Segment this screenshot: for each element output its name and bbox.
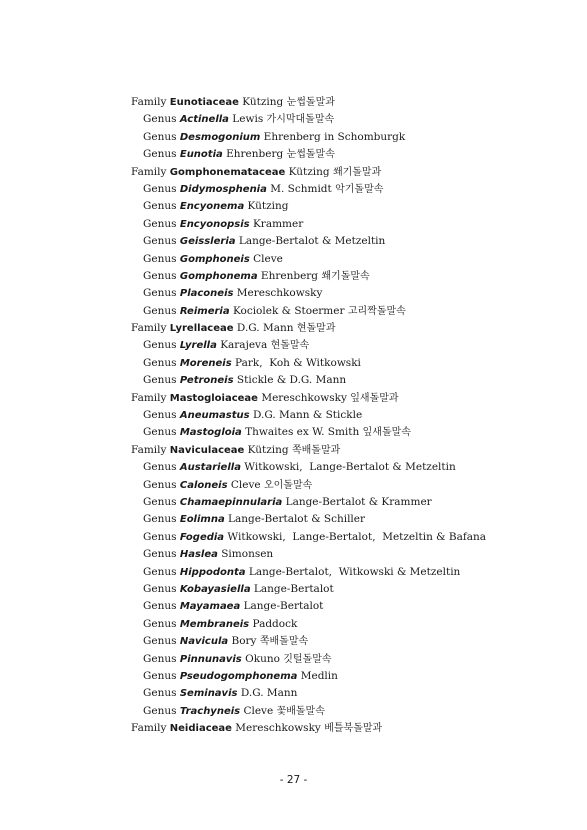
rank-label: Genus <box>143 200 177 213</box>
authority: Lange-Bertalot <box>253 582 334 595</box>
rank-label: Genus <box>143 600 177 613</box>
genus-entry <box>0 581 587 598</box>
korean-name: 꽃배돌말속 <box>276 705 325 717</box>
genus-entry <box>0 424 587 441</box>
korean-name: 악기돌말속 <box>335 183 384 195</box>
rank-label: Genus <box>143 252 177 265</box>
rank-label: Genus <box>143 426 177 439</box>
korean-name: 현돌말과 <box>296 323 336 335</box>
rank-label: Genus <box>143 235 177 248</box>
genus-entry <box>0 546 587 563</box>
genus-name: Eolimna <box>179 514 225 526</box>
korean-name: 쐐기돌말과 <box>332 166 382 178</box>
genus-entry <box>0 685 587 702</box>
taxon-list <box>0 94 587 737</box>
genus-entry <box>0 633 587 650</box>
korean-name: 고리짝돌말속 <box>347 305 406 317</box>
family-entry <box>0 390 587 407</box>
family-name: Neidiaceae <box>169 723 232 735</box>
rank-label: Family <box>131 722 167 735</box>
genus-name: Encyonopsis <box>179 218 250 230</box>
genus-name: Placoneis <box>179 288 234 300</box>
rank-label: Genus <box>143 130 177 143</box>
rank-label: Genus <box>143 113 177 126</box>
korean-name: 잎새돌말속 <box>362 427 411 439</box>
genus-entry <box>0 111 587 128</box>
rank-label: Genus <box>143 461 177 474</box>
genus-entry <box>0 355 587 372</box>
rank-label: Genus <box>143 548 177 561</box>
authority: Lange-Bertalot <box>243 600 324 613</box>
rank-label: Genus <box>143 304 177 317</box>
rank-label: Genus <box>143 478 177 491</box>
genus-name: Geissleria <box>179 236 236 248</box>
authority: Park, Koh & Witkowski <box>235 356 361 369</box>
genus-name: Petroneis <box>179 375 234 387</box>
authority: Stickle & D.G. Mann <box>236 374 347 387</box>
rank-label: Family <box>131 322 167 335</box>
genus-entry <box>0 251 587 268</box>
korean-name: 가시막대돌말속 <box>266 114 335 126</box>
genus-entry <box>0 477 587 494</box>
genus-name: Mayamaea <box>179 601 241 613</box>
genus-name: Seminavis <box>179 688 238 700</box>
genus-entry <box>0 129 587 146</box>
authority: Mereschkowsky <box>261 391 347 404</box>
genus-name: Membraneis <box>179 618 250 630</box>
page-number: - 27 - <box>279 774 308 786</box>
authority: Thwaites ex W. Smith <box>245 426 360 439</box>
korean-name: 쪽배돌말속 <box>259 636 309 648</box>
genus-name: Hippodonta <box>179 566 246 578</box>
genus-entry <box>0 598 587 615</box>
genus-name: Pseudogomphonema <box>179 670 298 682</box>
korean-name: 오이돌말속 <box>263 479 313 491</box>
genus-name: Navicula <box>179 636 229 648</box>
rank-label: Genus <box>143 565 177 578</box>
genus-name: Kobayasiella <box>179 583 251 595</box>
family-entry <box>0 164 587 181</box>
genus-entry <box>0 616 587 633</box>
genus-name: Gomphonema <box>179 270 258 282</box>
genus-name: Mastogloia <box>179 427 242 439</box>
rank-label: Genus <box>143 582 177 595</box>
authority: Witkowski, Lange-Bertalot & Metzeltin <box>244 461 456 474</box>
genus-entry <box>0 459 587 476</box>
family-entry <box>0 720 587 737</box>
genus-name: Caloneis <box>179 479 228 491</box>
authority: Kützing <box>242 96 284 108</box>
rank-label: Family <box>131 443 167 456</box>
rank-label: Genus <box>143 687 177 700</box>
authority: Lange-Bertalot & Krammer <box>285 495 432 508</box>
rank-label: Genus <box>143 495 177 508</box>
authority: D.G. Mann <box>236 322 294 335</box>
genus-name: Trachyneis <box>179 705 241 717</box>
genus-entry <box>0 181 587 198</box>
rank-label: Family <box>131 391 167 404</box>
rank-label: Genus <box>143 652 177 665</box>
genus-name: Pinnunavis <box>179 653 242 665</box>
genus-name: Actinella <box>179 114 229 126</box>
korean-name: 쪽배돌말과 <box>291 444 341 456</box>
authority: Simonsen <box>221 548 274 561</box>
rank-label: Genus <box>143 669 177 682</box>
family-name: Gomphonemataceae <box>169 166 286 178</box>
authority: Medlin <box>300 669 338 682</box>
genus-name: Chamaepinnularia <box>179 496 283 508</box>
genus-entry <box>0 529 587 546</box>
rank-label: Genus <box>143 356 177 369</box>
rank-label: Genus <box>143 530 177 543</box>
genus-name: Didymosphenia <box>179 183 267 195</box>
genus-entry <box>0 198 587 215</box>
rank-label: Genus <box>143 704 177 717</box>
authority: Ehrenberg <box>226 148 284 161</box>
family-entry <box>0 442 587 459</box>
authority: Kützing <box>288 165 330 178</box>
family-name: Lyrellaceae <box>169 323 234 335</box>
genus-entry <box>0 146 587 163</box>
korean-name: 베틀북돌말과 <box>324 723 383 735</box>
genus-entry <box>0 703 587 720</box>
family-entry <box>0 94 587 111</box>
authority: Cleve <box>243 704 274 717</box>
rank-label: Genus <box>143 339 177 352</box>
genus-entry <box>0 564 587 581</box>
authority: Bory <box>231 635 257 648</box>
genus-entry <box>0 651 587 668</box>
rank-label: Genus <box>143 617 177 630</box>
genus-entry <box>0 668 587 685</box>
authority: Lange-Bertalot & Metzeltin <box>238 235 386 248</box>
authority: D.G. Mann <box>240 687 298 700</box>
rank-label: Genus <box>143 269 177 282</box>
rank-label: Genus <box>143 217 177 230</box>
rank-label: Genus <box>143 635 177 648</box>
authority: Witkowski, Lange-Bertalot, Metzeltin & Bafana <box>227 530 486 543</box>
genus-entry <box>0 494 587 511</box>
authority: Mereschkowsky <box>236 287 323 300</box>
korean-name: 잎새돌말과 <box>350 392 399 404</box>
genus-name: Gomphoneis <box>179 253 250 265</box>
genus-name: Reimeria <box>179 305 230 317</box>
korean-name: 눈썹돌말과 <box>286 97 335 108</box>
genus-entry <box>0 216 587 233</box>
authority: Cleve <box>253 252 283 265</box>
authority: Krammer <box>252 217 304 230</box>
family-entry <box>0 320 587 337</box>
rank-label: Genus <box>143 287 177 300</box>
genus-name: Desmogonium <box>179 131 261 143</box>
family-name: Eunotiaceae <box>169 97 239 108</box>
family-name: Mastogloiaceae <box>169 392 258 404</box>
authority: Kützing <box>247 443 289 456</box>
genus-name: Eunotia <box>179 149 223 161</box>
rank-label: Genus <box>143 182 177 195</box>
authority: Lange-Bertalot, Witkowski & Metzeltin <box>248 565 461 578</box>
genus-name: Aneumastus <box>179 410 250 422</box>
korean-name: 깃털돌말속 <box>283 653 332 665</box>
authority: Okuno <box>245 652 280 665</box>
genus-name: Haslea <box>179 549 218 561</box>
authority: Lewis <box>232 113 264 126</box>
rank-label: Genus <box>143 409 177 422</box>
authority: M. Schmidt <box>270 182 332 195</box>
authority: Ehrenberg in Schomburgk <box>263 130 406 143</box>
genus-entry <box>0 337 587 354</box>
genus-entry <box>0 268 587 285</box>
rank-label: Family <box>131 96 167 108</box>
rank-label: Genus <box>143 513 177 526</box>
genus-entry <box>0 233 587 250</box>
rank-label: Genus <box>143 148 177 161</box>
authority: Paddock <box>252 617 298 630</box>
authority: Mereschkowsky <box>235 722 321 735</box>
genus-entry <box>0 407 587 424</box>
korean-name: 눈썹돌말속 <box>286 149 335 161</box>
genus-name: Encyonema <box>179 201 245 213</box>
family-name: Naviculaceae <box>169 444 245 456</box>
korean-name: 현돌말속 <box>270 340 310 352</box>
genus-name: Austariella <box>179 462 241 474</box>
korean-name: 쐐기돌말속 <box>321 270 370 282</box>
authority: Ehrenberg <box>260 269 319 282</box>
authority: Karajeva <box>220 339 268 352</box>
authority: Lange-Bertalot & Schiller <box>228 513 366 526</box>
genus-entry <box>0 303 587 320</box>
rank-label: Family <box>131 165 167 178</box>
genus-entry <box>0 285 587 302</box>
authority: D.G. Mann & Stickle <box>252 409 363 422</box>
genus-name: Lyrella <box>179 340 217 352</box>
genus-entry <box>0 511 587 528</box>
genus-entry <box>0 372 587 389</box>
genus-name: Moreneis <box>179 357 232 369</box>
genus-name: Fogedia <box>179 531 225 543</box>
authority: Cleve <box>230 478 261 491</box>
authority: Kociolek & Stoermer <box>232 304 345 317</box>
rank-label: Genus <box>143 374 177 387</box>
authority: Kützing <box>247 200 289 213</box>
